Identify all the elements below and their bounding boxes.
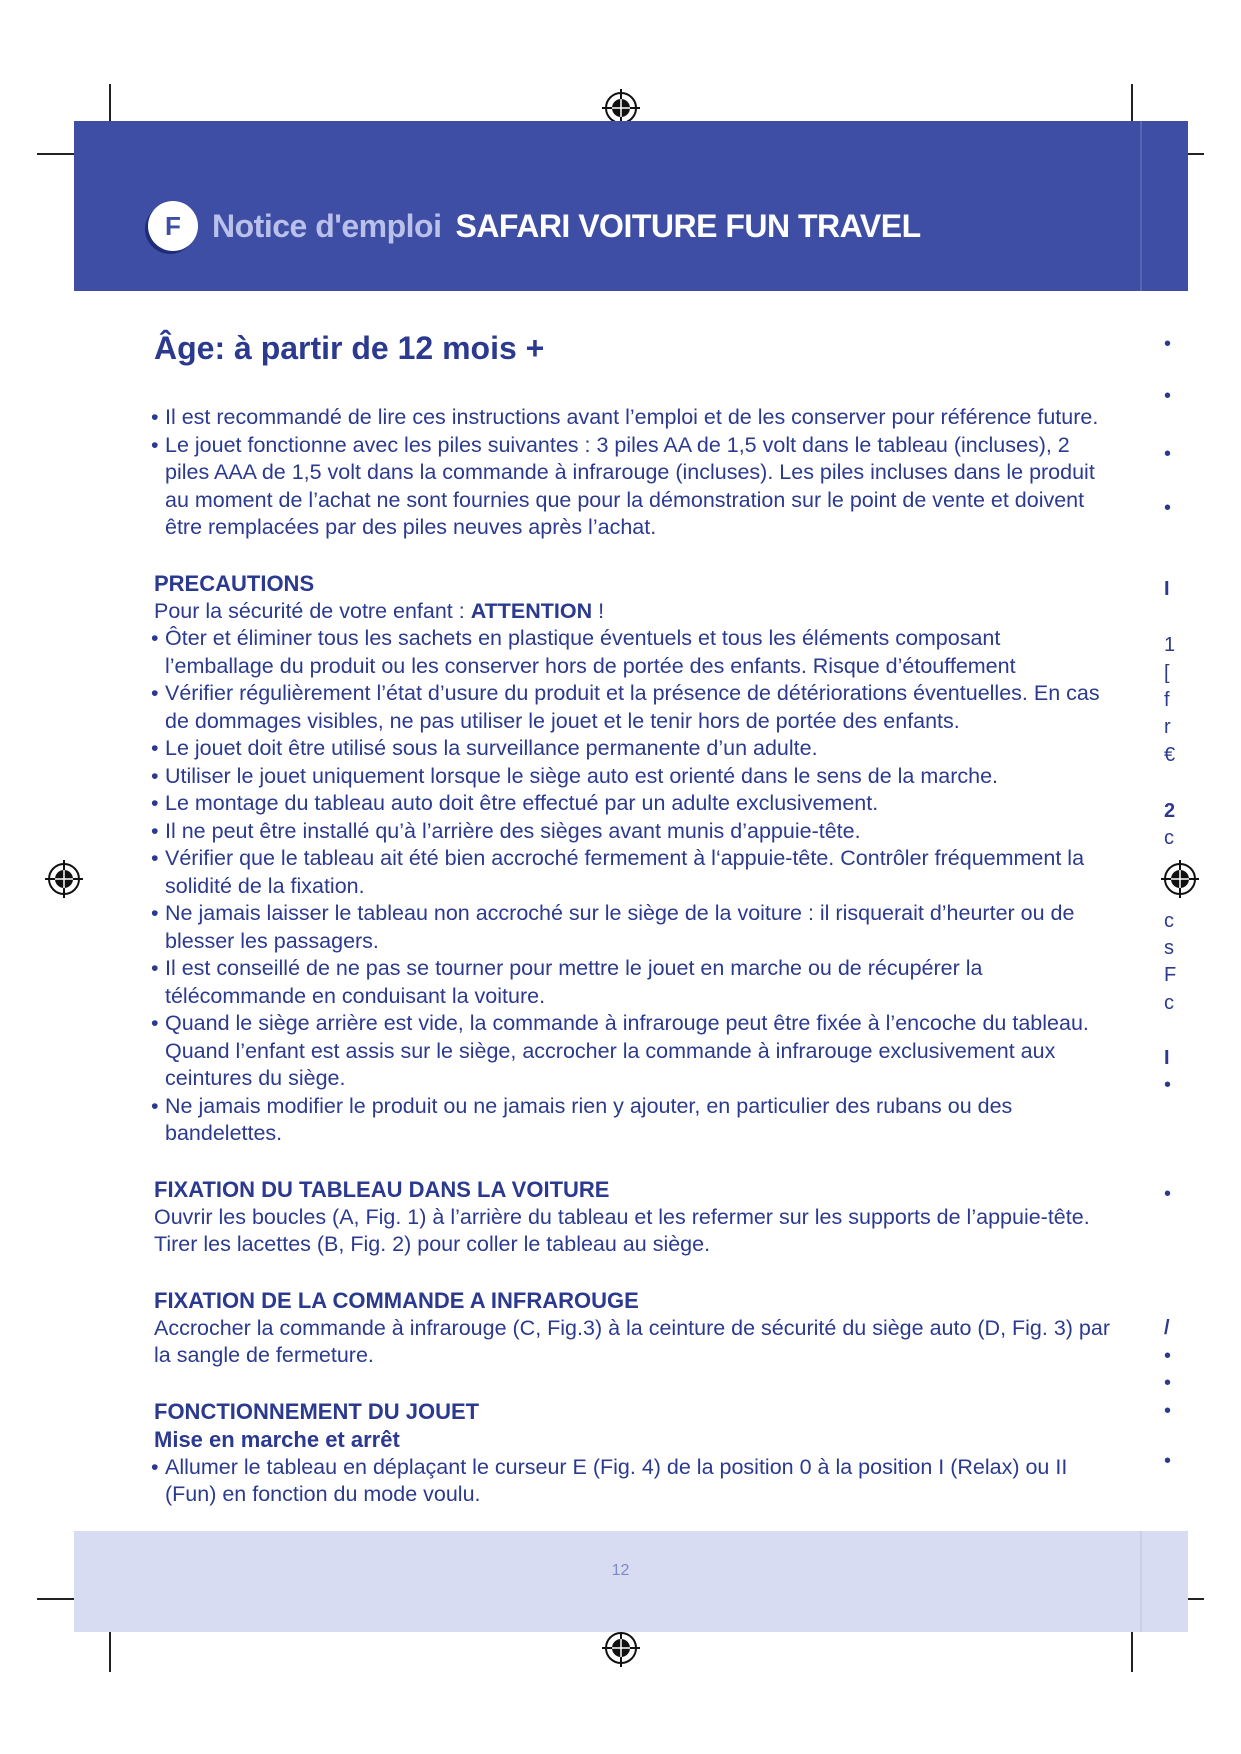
registration-mark-icon bbox=[601, 1628, 641, 1668]
language-badge-icon: F bbox=[148, 201, 198, 251]
fragment: I bbox=[1164, 1047, 1170, 1069]
fragment: c bbox=[1164, 827, 1174, 849]
header-title bbox=[148, 200, 921, 252]
fragment: I bbox=[1164, 578, 1170, 600]
lead-text: Pour la sécurité de votre enfant : bbox=[154, 598, 471, 623]
main-content bbox=[154, 326, 1114, 1509]
fragment: c bbox=[1164, 992, 1174, 1014]
fragment: • bbox=[1164, 385, 1172, 407]
fragment: • bbox=[1164, 333, 1172, 355]
fixation-commande-text: Accrocher la commande à infrarouge (C, Fig.3) à la ceinture de sécurité du siège auto (D, Fig. 3) par la sangle de fermeture. bbox=[154, 1315, 1111, 1367]
fragment: • bbox=[1164, 1345, 1172, 1367]
fixation-tableau-heading: FIXATION DU TABLEAU DANS LA VOITURE bbox=[154, 1176, 610, 1202]
list-item: • Utiliser le jouet uniquement lorsque le siège auto est orienté dans le sens de la marche. bbox=[154, 763, 1114, 791]
fonctionnement-subheading: Mise en marche et arrêt bbox=[154, 1426, 400, 1452]
product-name: SAFARI VOITURE FUN TRAVEL bbox=[455, 207, 921, 244]
fold-line bbox=[1140, 121, 1142, 291]
registration-mark-icon bbox=[44, 859, 84, 899]
fonctionnement-heading: FONCTIONNEMENT DU JOUET bbox=[154, 1398, 480, 1424]
fragment: • bbox=[1164, 497, 1172, 519]
facing-page-fragments bbox=[1164, 0, 1194, 1754]
fragment: • bbox=[1164, 1183, 1172, 1205]
lead-end: ! bbox=[592, 598, 605, 623]
footer-band bbox=[74, 1531, 1188, 1632]
list-item: • Le jouet doit être utilisé sous la surveillance permanente d’un adulte. bbox=[154, 735, 1114, 763]
list-item: • Ne jamais laisser le tableau non accroché sur le siège de la voiture : il risquerait d’heurter ou de blesser les passagers. bbox=[154, 900, 1114, 955]
fragment: c bbox=[1164, 910, 1174, 932]
list-item: • Il est conseillé de ne pas se tourner pour mettre le jouet en marche ou de récupérer la télécommande en conduisant la voiture. bbox=[154, 955, 1114, 1010]
list-item: • Le jouet fonctionne avec les piles suivantes : 3 piles AA de 1,5 volt dans le tableau (incluses), 2 piles AAA de 1,5 volt dans la commande à infrarouge (incluses). Les piles incluses dans le produit au moment de l’achat ne sont fournies que pour la démonstration sur le point de vente et doivent être remplacées par des piles neuves après l’achat. bbox=[154, 432, 1114, 542]
fragment: • bbox=[1164, 1074, 1172, 1096]
fonctionnement-list bbox=[154, 1454, 1114, 1509]
fold-line bbox=[1140, 1531, 1142, 1632]
fragment: • bbox=[1164, 1372, 1172, 1394]
fragment: [ bbox=[1164, 662, 1170, 684]
fragment: / bbox=[1164, 1317, 1170, 1339]
fixation-tableau-text: Ouvrir les boucles (A, Fig. 1) à l’arrière du tableau et les refermer sur les supports de l’appuie-tête. Tirer les lacettes (B, Fig. 2) pour coller le tableau au siège. bbox=[154, 1204, 1090, 1256]
precautions-list bbox=[154, 625, 1114, 1148]
notice-label: Notice d'emploi bbox=[212, 207, 442, 244]
fragment: • bbox=[1164, 443, 1172, 465]
list-item: • Vérifier régulièrement l’état d’usure du produit et la présence de détériorations éventuelles. En cas de dommages visibles, ne pas utiliser le jouet et le tenir hors de portée des enfants. bbox=[154, 680, 1114, 735]
fragment: 1 bbox=[1164, 634, 1176, 656]
list-item: • Il ne peut être installé qu’à l’arrière des sièges avant munis d’appuie-tête. bbox=[154, 818, 1114, 846]
list-item: • Le montage du tableau auto doit être effectué par un adulte exclusivement. bbox=[154, 790, 1114, 818]
fragment: • bbox=[1164, 1450, 1172, 1472]
fragment: s bbox=[1164, 937, 1174, 959]
fragment: € bbox=[1164, 744, 1176, 766]
fragment: r bbox=[1164, 716, 1171, 738]
fragment: f bbox=[1164, 689, 1170, 711]
list-item: • Quand le siège arrière est vide, la commande à infrarouge peut être fixée à l’encoche du tableau. Quand l’enfant est assis sur le siège, accrocher la commande à infrarouge exclusivement aux ceintures du siège. bbox=[154, 1010, 1114, 1093]
precautions-lead bbox=[154, 598, 1114, 626]
fixation-commande-heading: FIXATION DE LA COMMANDE A INFRAROUGE bbox=[154, 1287, 639, 1313]
fragment: • bbox=[1164, 1400, 1172, 1422]
page-number: 12 bbox=[611, 1562, 630, 1579]
intro-list bbox=[154, 404, 1114, 542]
age-heading: Âge: à partir de 12 mois + bbox=[154, 330, 545, 366]
fragment: 2 bbox=[1164, 800, 1176, 822]
list-item: • Ôter et éliminer tous les sachets en plastique éventuels et tous les éléments composant l’emballage du produit ou les conserver hors de portée des enfants. Risque d’étouffement bbox=[154, 625, 1114, 680]
list-item: • Allumer le tableau en déplaçant le curseur E (Fig. 4) de la position 0 à la position I (Relax) ou II (Fun) en fonction du mode voulu. bbox=[154, 1454, 1114, 1509]
list-item: • Ne jamais modifier le produit ou ne jamais rien y ajouter, en particulier des rubans ou des bandelettes. bbox=[154, 1093, 1114, 1148]
attention-label: ATTENTION bbox=[470, 598, 593, 623]
precautions-heading: PRECAUTIONS bbox=[154, 570, 315, 596]
fragment: F bbox=[1164, 964, 1177, 986]
list-item: • Vérifier que le tableau ait été bien accroché fermement à l‘appuie-tête. Contrôler fréquemment la solidité de la fixation. bbox=[154, 845, 1114, 900]
list-item: • Il est recommandé de lire ces instructions avant l’emploi et de les conserver pour référence future. bbox=[154, 404, 1114, 432]
